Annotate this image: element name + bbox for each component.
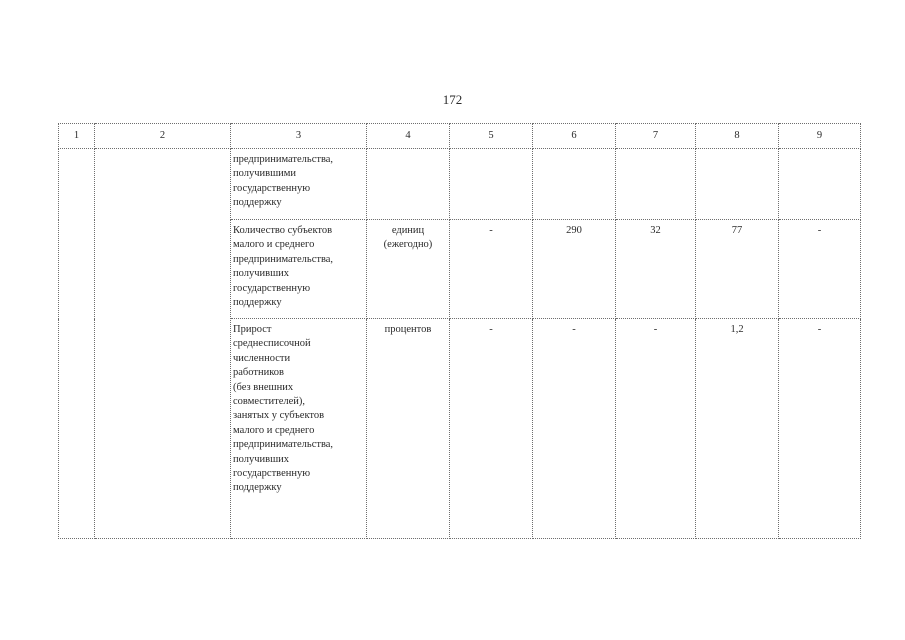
value-text: 32 [650,225,661,236]
value-text [533,149,615,153]
value-cell-7 [616,319,696,539]
value-cell-5 [450,319,533,539]
header-cell-9: 9 [779,124,861,149]
value-text: - [489,225,493,236]
value-cell-7 [616,149,696,220]
unit-cell [367,220,450,319]
header-cell-1: 1 [59,124,95,149]
indicator-text: предпринимательства, получившими государственную поддержку [233,154,334,209]
value-cell-5 [450,149,533,220]
value-text: - [653,324,658,335]
value-cell-9 [779,149,861,220]
header-cell-2: 2 [95,124,231,149]
value-cell-9 [779,220,861,319]
value-text: - [817,225,822,236]
table-row [59,149,861,220]
unit-text [367,149,449,153]
unit-cell [367,319,450,539]
value-cell-5 [450,220,533,319]
header-cell-5: 5 [450,124,533,149]
value-cell-7 [616,220,696,319]
header-cell-7: 7 [616,124,696,149]
value-text [616,149,695,153]
value-cell-6 [533,149,616,220]
unit-text: процентов [384,324,432,335]
value-cell-8 [696,149,779,220]
value-cell-6 [533,220,616,319]
unit-cell [367,149,450,220]
data-table [58,123,861,539]
col-2-cell [95,149,231,539]
col-1-cell [59,149,95,539]
header-cell-6: 6 [533,124,616,149]
value-cell-8 [696,319,779,539]
value-cell-8 [696,220,779,319]
value-cell-9 [779,319,861,539]
indicator-cell [231,319,367,539]
value-text [779,149,860,153]
value-text: 77 [731,225,743,236]
value-text [696,149,778,153]
indicator-cell [231,220,367,319]
value-text [450,149,532,153]
header-cell-3: 3 [231,124,367,149]
indicator-cell [231,149,367,220]
header-cell-4: 4 [367,124,450,149]
indicator-text: Прирост среднесписочной численности работников (без внешних совместителей), занятых у субъектов малого и среднего предпринимательства, получивших государственную поддержку [233,324,334,494]
value-text: - [489,324,493,335]
header-cell-8: 8 [696,124,779,149]
value-text: - [572,324,576,335]
page-number: 172 [442,92,463,107]
indicator-text: Количество субъектов малого и среднего предпринимательства, получивших государственную поддержку [233,225,334,309]
value-text: - [817,324,822,335]
value-text: 290 [566,225,582,236]
value-cell-6 [533,319,616,539]
value-text: 1,2 [730,324,744,335]
unit-text: единиц (ежегодно) [383,225,433,251]
header-row [59,124,861,149]
